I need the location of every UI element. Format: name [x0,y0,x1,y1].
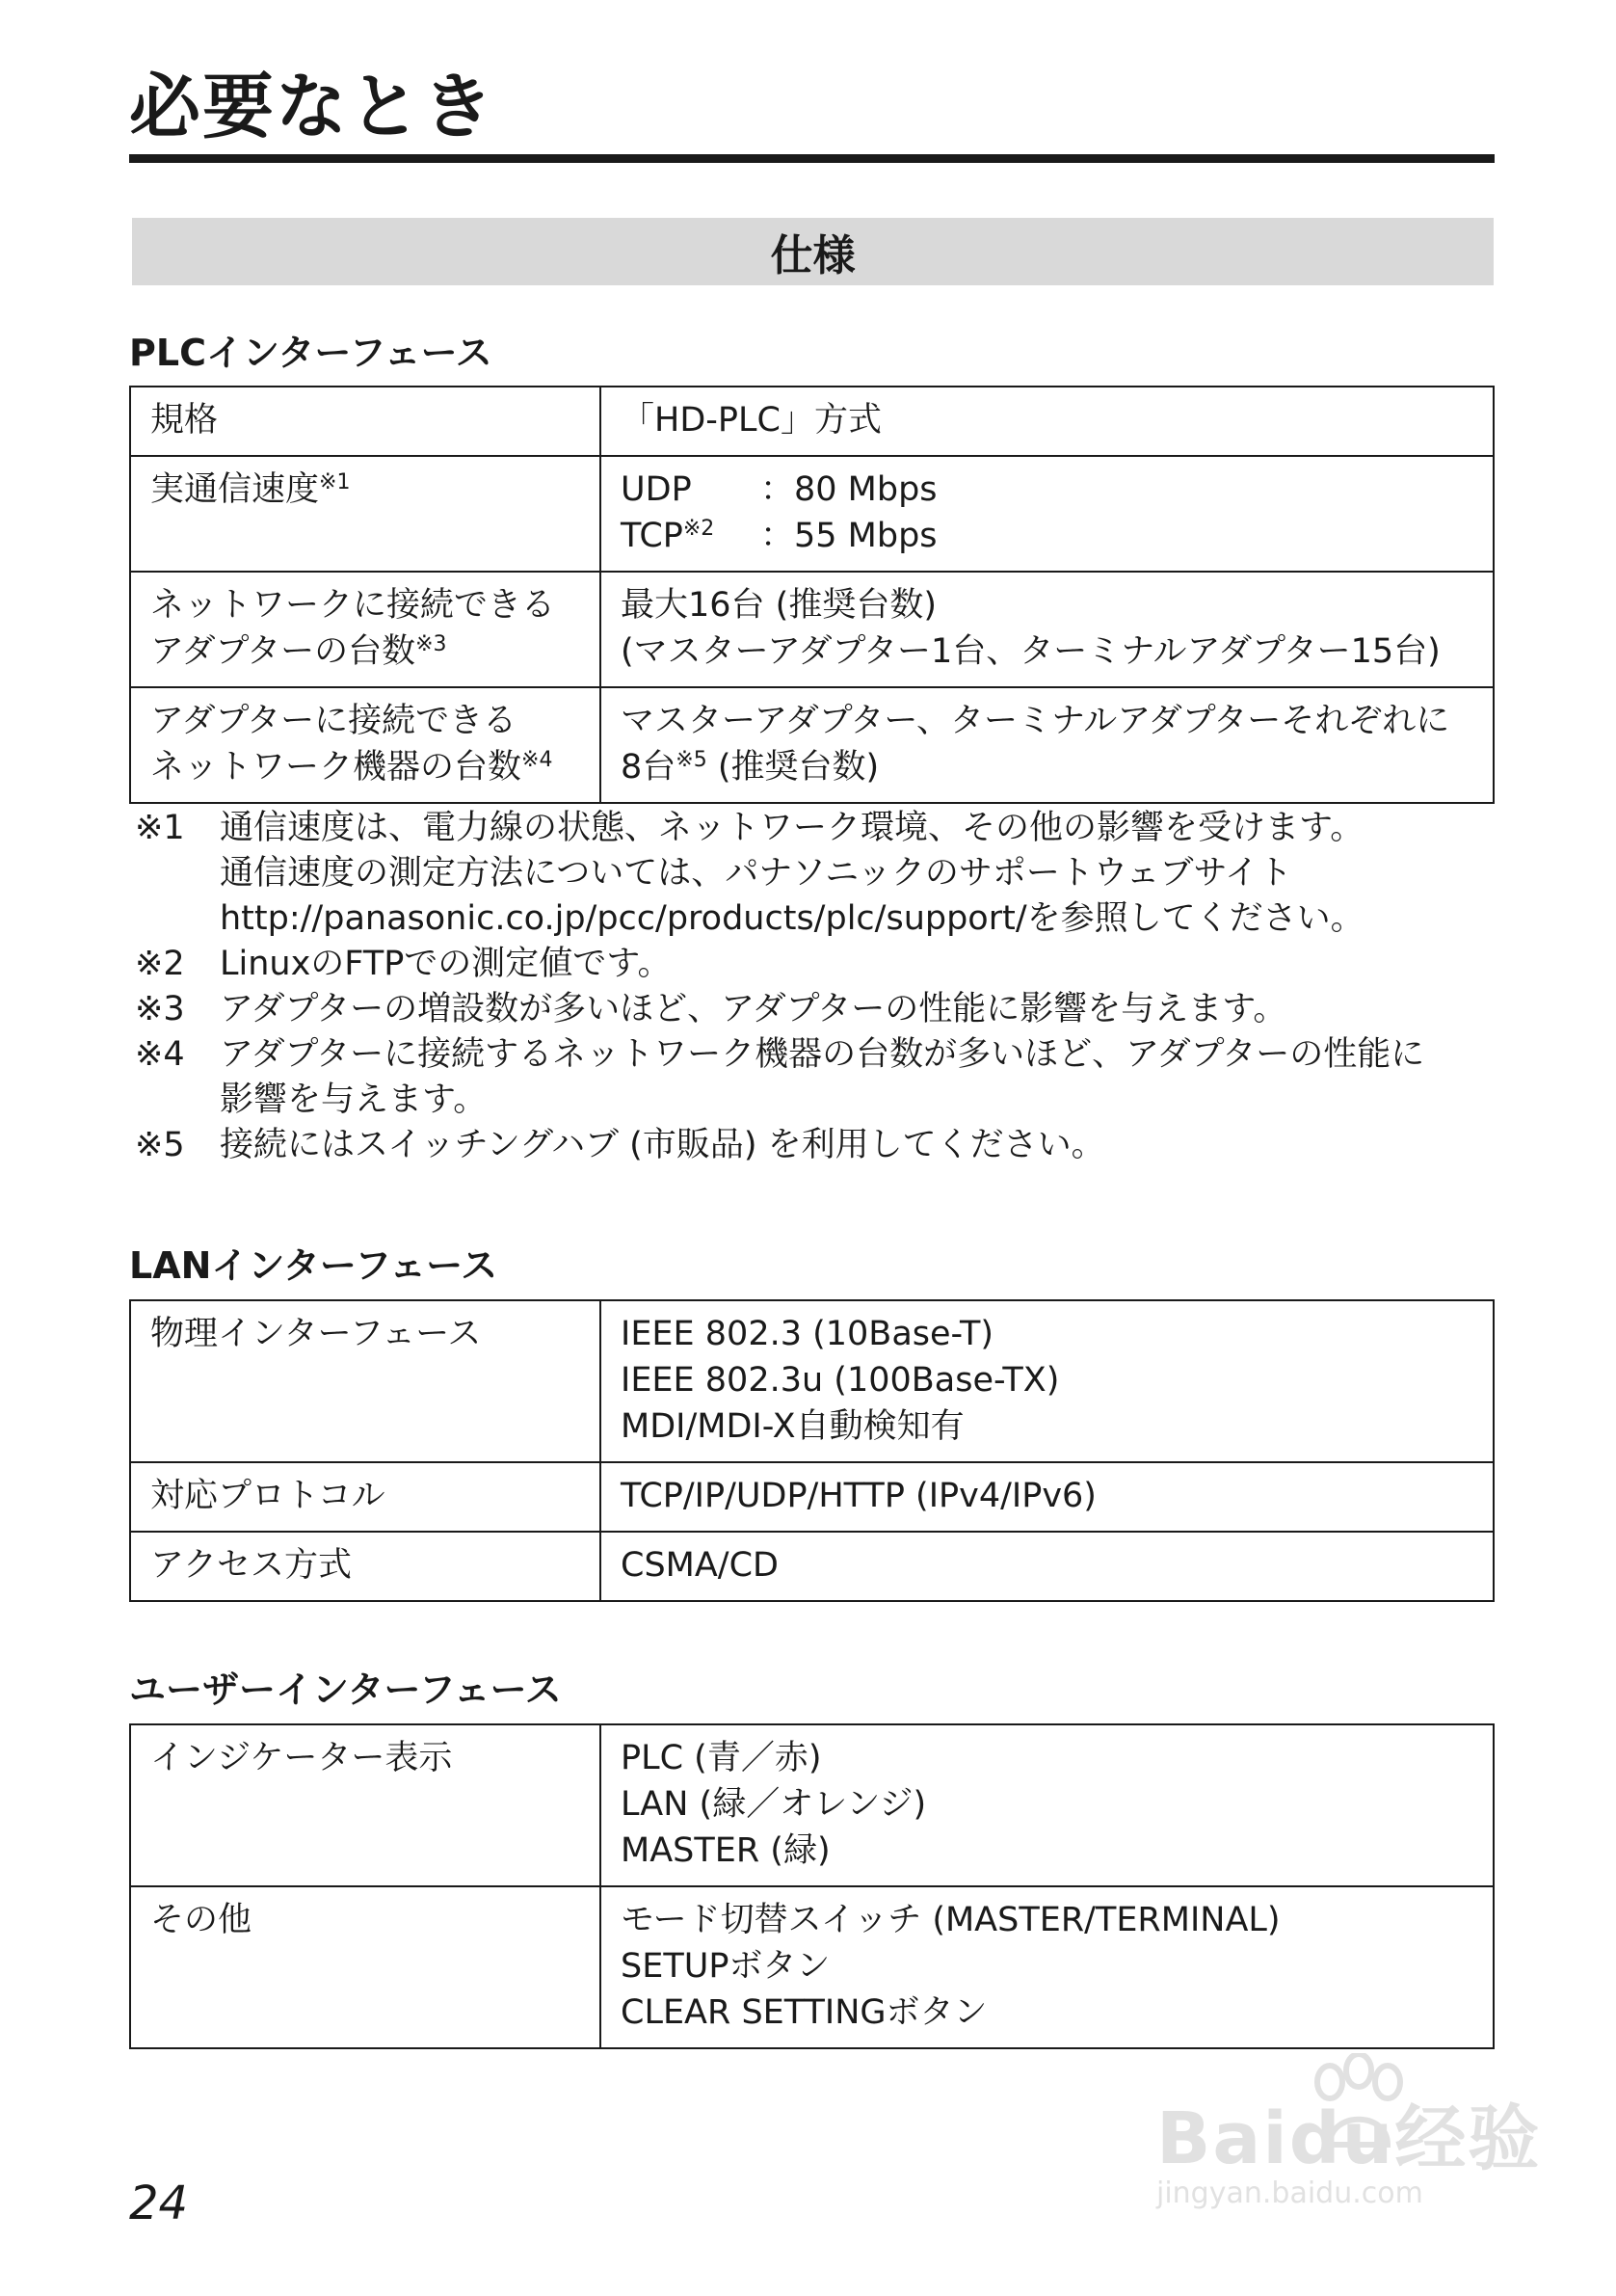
plc-heading: PLCインターフェース [129,332,492,374]
footnote-ref: ※2 [682,517,715,541]
footnote-ref: ※3 [415,632,447,656]
footnote: ※1 通信速度は、電力線の状態、ネットワーク環境、その他の影響を受けます。 通信速度の測定方法については、パナソニックのサポートウェブサイト http://panasonic.co.jp/pcc/products/plc/support/を参照してください。 [135,809,1364,938]
spec-label: インジケーター表示 [130,1724,600,1886]
lan-spec-table [129,1299,1495,1602]
spec-value: PLC (青／赤) LAN (緑／オレンジ) MASTER (緑) [600,1724,1494,1886]
lan-heading: LANインターフェース [129,1244,498,1287]
table-row [130,572,1494,687]
table-row [130,1462,1494,1532]
spec-label: 実通信速度$^{※1}$ [130,456,600,572]
table-row [130,1724,1494,1886]
footnote-ref: ※4 [521,748,553,772]
table-row [130,687,1494,803]
spec-value: 最大16台 (推奨台数) (マスターアダプター1台、ターミナルアダプター15台) [600,572,1494,687]
plc-spec-table [129,386,1495,804]
table-row [130,1532,1494,1601]
spec-label: アダプターに接続できる ネットワーク機器の台数$^{※4}$ [130,687,600,803]
footnote: ※4 アダプターに接続するネットワーク機器の台数が多いほど、アダプターの性能に 影響を与えます。 [135,1035,1425,1119]
table-row [130,387,1494,456]
page-number: 24 [129,2176,189,2230]
watermark-url: jingyan.baidu.com [1156,2176,1423,2210]
spec-label: 規格 [130,387,600,456]
baidu-watermark [1156,2053,1542,2217]
spec-label: ネットワークに接続できる アダプターの台数$^{※3}$ [130,572,600,687]
title-rule [129,154,1495,163]
spec-value: モード切替スイッチ (MASTER/TERMINAL) SETUPボタン CLEAR SETTINGボタン [600,1886,1494,2048]
spec-value: CSMA/CD [600,1532,1494,1601]
footnote: ※2 LinuxのFTPでの測定値です。 [135,945,672,983]
footnote: ※3 アダプターの増設数が多いほど、アダプターの性能に影響を与えます。 [135,990,1287,1028]
spec-value: TCP/IP/UDP/HTTP (IPv4/IPv6) [600,1462,1494,1532]
ui-heading: ユーザーインターフェース [129,1669,562,1711]
spec-value: UDP ：80 Mbps TCP$^{※2}$ ：55 Mbps [600,456,1494,572]
table-row [130,456,1494,572]
ui-spec-table [129,1723,1495,2049]
footnote-ref: ※1 [319,470,351,494]
watermark-brand: Baidu经验 [1156,2097,1542,2180]
table-row [130,1300,1494,1462]
spec-label: その他 [130,1886,600,2048]
page-title: 必要なとき [129,66,495,148]
spec-label: アクセス方式 [130,1532,600,1601]
spec-value: IEEE 802.3 (10Base-T) IEEE 802.3u (100Base-TX) MDI/MDI-X自動検知有 [600,1300,1494,1462]
footnote-ref: ※5 [676,748,707,772]
spec-value: マスターアダプター、ターミナルアダプターそれぞれに 8台$^{※5}$ (推奨台数) [600,687,1494,803]
spec-label: 対応プロトコル [130,1462,600,1532]
spec-value: 「HD-PLC」方式 [600,387,1494,456]
spec-label: 物理インターフェース [130,1300,600,1462]
section-title: 仕様 [132,218,1494,285]
footnotes [135,806,1503,1168]
footnote: ※5 接続にはスイッチングハブ (市販品) を利用してください。 [135,1126,1105,1164]
table-row [130,1886,1494,2048]
